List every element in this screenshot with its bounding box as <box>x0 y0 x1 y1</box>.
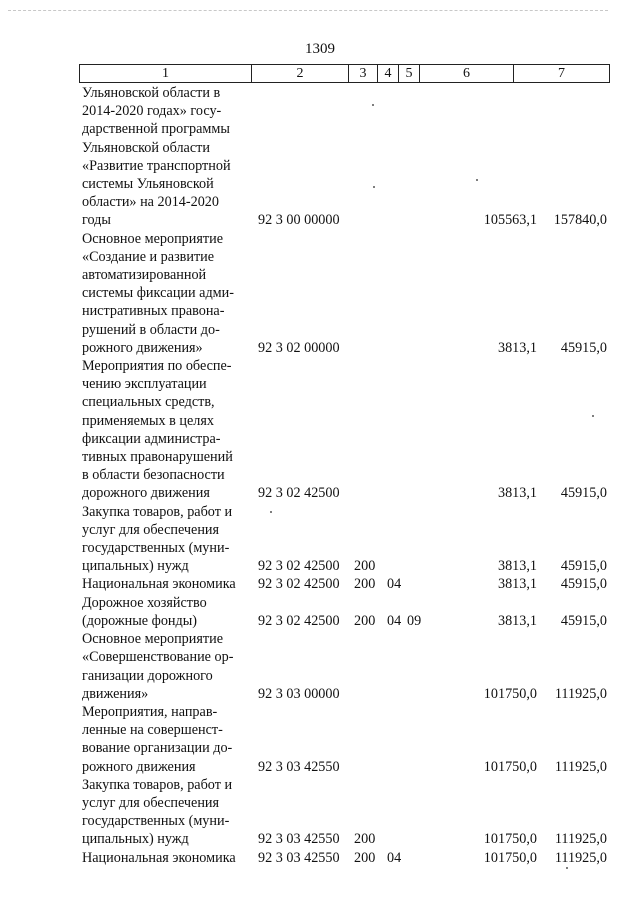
table-row <box>82 230 612 357</box>
expense-type: 200 <box>354 612 376 629</box>
description-line: «Создание и развитие <box>82 248 215 265</box>
table-row <box>82 84 612 230</box>
amount-2016: 111925,0 <box>554 758 607 775</box>
description-line: системы Ульяновской <box>82 176 214 193</box>
col-header-4: 4 <box>378 65 399 82</box>
target-code: 92 3 03 42550 <box>258 849 340 866</box>
description-line: рожного движения» <box>82 339 203 356</box>
description-line: государственных (муни- <box>82 540 230 557</box>
amount-2015: 101750,0 <box>483 831 537 848</box>
table-body <box>82 84 612 867</box>
table-row <box>82 357 612 503</box>
table-row <box>82 630 612 703</box>
row-description <box>82 230 247 357</box>
row-description <box>82 849 247 867</box>
description-line: области» на 2014-2020 <box>82 194 219 211</box>
row-description <box>82 594 247 630</box>
table-row <box>82 575 612 593</box>
amount-2016: 111925,0 <box>554 849 607 866</box>
description-line: Дорожное хозяйство <box>82 594 207 611</box>
description-line: ленные на совершенст- <box>82 722 223 739</box>
amount-2015: 101750,0 <box>483 849 537 866</box>
target-code: 92 3 00 00000 <box>258 212 340 229</box>
target-code: 92 3 03 00000 <box>258 685 340 702</box>
amount-2016: 45915,0 <box>560 558 607 575</box>
scan-speck <box>592 415 594 417</box>
description-line: движения» <box>82 685 149 702</box>
description-line: годы <box>82 212 111 229</box>
description-line: государственных (муни- <box>82 813 230 830</box>
amount-2016: 111925,0 <box>554 831 607 848</box>
expense-type: 200 <box>354 831 376 848</box>
description-line: ципальных) нужд <box>82 831 189 848</box>
target-code: 92 3 02 42500 <box>258 612 340 629</box>
description-line: Национальная экономика <box>82 576 236 593</box>
subsection: 09 <box>407 612 422 629</box>
description-line: дорожного движения <box>82 485 210 502</box>
top-dashed-rule <box>8 10 608 11</box>
amount-2015: 3813,1 <box>497 339 537 356</box>
row-description <box>82 503 247 576</box>
description-line: чению эксплуатации <box>82 376 207 393</box>
expense-type: 200 <box>354 576 376 593</box>
description-line: Ульяновской области <box>82 139 210 156</box>
row-description <box>82 575 247 593</box>
description-line: дарственной программы <box>82 121 230 138</box>
table-row <box>82 594 612 630</box>
amount-2015: 3813,1 <box>497 558 537 575</box>
amount-2015: 105563,1 <box>483 212 537 229</box>
description-line: нистративных правона- <box>82 303 225 320</box>
amount-2016: 45915,0 <box>560 339 607 356</box>
description-line: Ульяновской области в <box>82 85 221 101</box>
description-line: 2014-2020 годах» госу- <box>82 103 222 120</box>
target-code: 92 3 02 42500 <box>258 558 340 575</box>
description-line: автоматизированной <box>82 267 207 284</box>
amount-2015: 101750,0 <box>483 758 537 775</box>
amount-2016: 45915,0 <box>560 612 607 629</box>
table-row <box>82 776 612 849</box>
description-line: Закупка товаров, работ и <box>82 503 233 520</box>
expense-type: 200 <box>354 849 376 866</box>
description-line: ганизации дорожного <box>82 667 213 684</box>
description-line: Национальная экономика <box>82 849 236 866</box>
description-line: в области безопасности <box>82 467 225 484</box>
description-line: специальных средств, <box>82 394 215 411</box>
row-description <box>82 357 247 503</box>
section: 04 <box>387 576 402 593</box>
description-line: Основное мероприятие <box>82 631 223 648</box>
scan-speck <box>566 867 568 869</box>
description-line: фиксации администра- <box>82 430 221 447</box>
description-line: Мероприятия, направ- <box>82 703 218 720</box>
row-description <box>82 630 247 703</box>
scan-speck <box>476 179 478 181</box>
description-line: вование организации до- <box>82 740 233 757</box>
description-line: ципальных) нужд <box>82 558 189 575</box>
amount-2016: 111925,0 <box>554 685 607 702</box>
target-code: 92 3 03 42550 <box>258 831 340 848</box>
target-code: 92 3 02 00000 <box>258 339 340 356</box>
description-line: услуг для обеспечения <box>82 521 220 538</box>
table-row <box>82 703 612 776</box>
description-line: (дорожные фонды) <box>82 612 197 629</box>
col-header-6: 6 <box>420 65 514 82</box>
amount-2016: 45915,0 <box>560 485 607 502</box>
description-line: применяемых в целях <box>82 412 214 429</box>
description-line: Закупка товаров, работ и <box>82 776 233 793</box>
col-header-3: 3 <box>349 65 378 82</box>
amount-2015: 101750,0 <box>483 685 537 702</box>
expense-type: 200 <box>354 558 376 575</box>
scan-speck <box>372 104 374 106</box>
table-header <box>79 64 610 83</box>
col-header-5: 5 <box>399 65 420 82</box>
description-line: Основное мероприятие <box>82 230 223 247</box>
amount-2015: 3813,1 <box>497 576 537 593</box>
amount-2015: 3813,1 <box>497 485 537 502</box>
amount-2016: 157840,0 <box>553 212 607 229</box>
description-line: системы фиксации адми- <box>82 285 234 302</box>
description-line: «Совершенствование ор- <box>82 649 234 666</box>
description-line: тивных правонарушений <box>82 449 233 466</box>
description-line: рушений в области до- <box>82 321 220 338</box>
amount-2015: 3813,1 <box>497 612 537 629</box>
scan-speck <box>270 511 272 513</box>
section: 04 <box>387 849 402 866</box>
description-line: услуг для обеспечения <box>82 794 220 811</box>
target-code: 92 3 02 42500 <box>258 576 340 593</box>
amount-2016: 45915,0 <box>560 576 607 593</box>
col-header-1: 1 <box>80 65 252 82</box>
description-line: Мероприятия по обеспе- <box>82 358 232 375</box>
description-line: «Развитие транспортной <box>82 157 231 174</box>
table-row <box>82 503 612 576</box>
row-description <box>82 703 247 776</box>
row-description <box>82 776 247 849</box>
description-line: рожного движения <box>82 758 196 775</box>
page-number: 1309 <box>305 41 335 57</box>
target-code: 92 3 03 42550 <box>258 758 340 775</box>
table-row <box>82 849 612 867</box>
section: 04 <box>387 612 402 629</box>
scan-speck <box>373 186 375 188</box>
target-code: 92 3 02 42500 <box>258 485 340 502</box>
col-header-7: 7 <box>558 66 565 81</box>
col-header-2: 2 <box>252 65 349 82</box>
row-description <box>82 84 247 230</box>
